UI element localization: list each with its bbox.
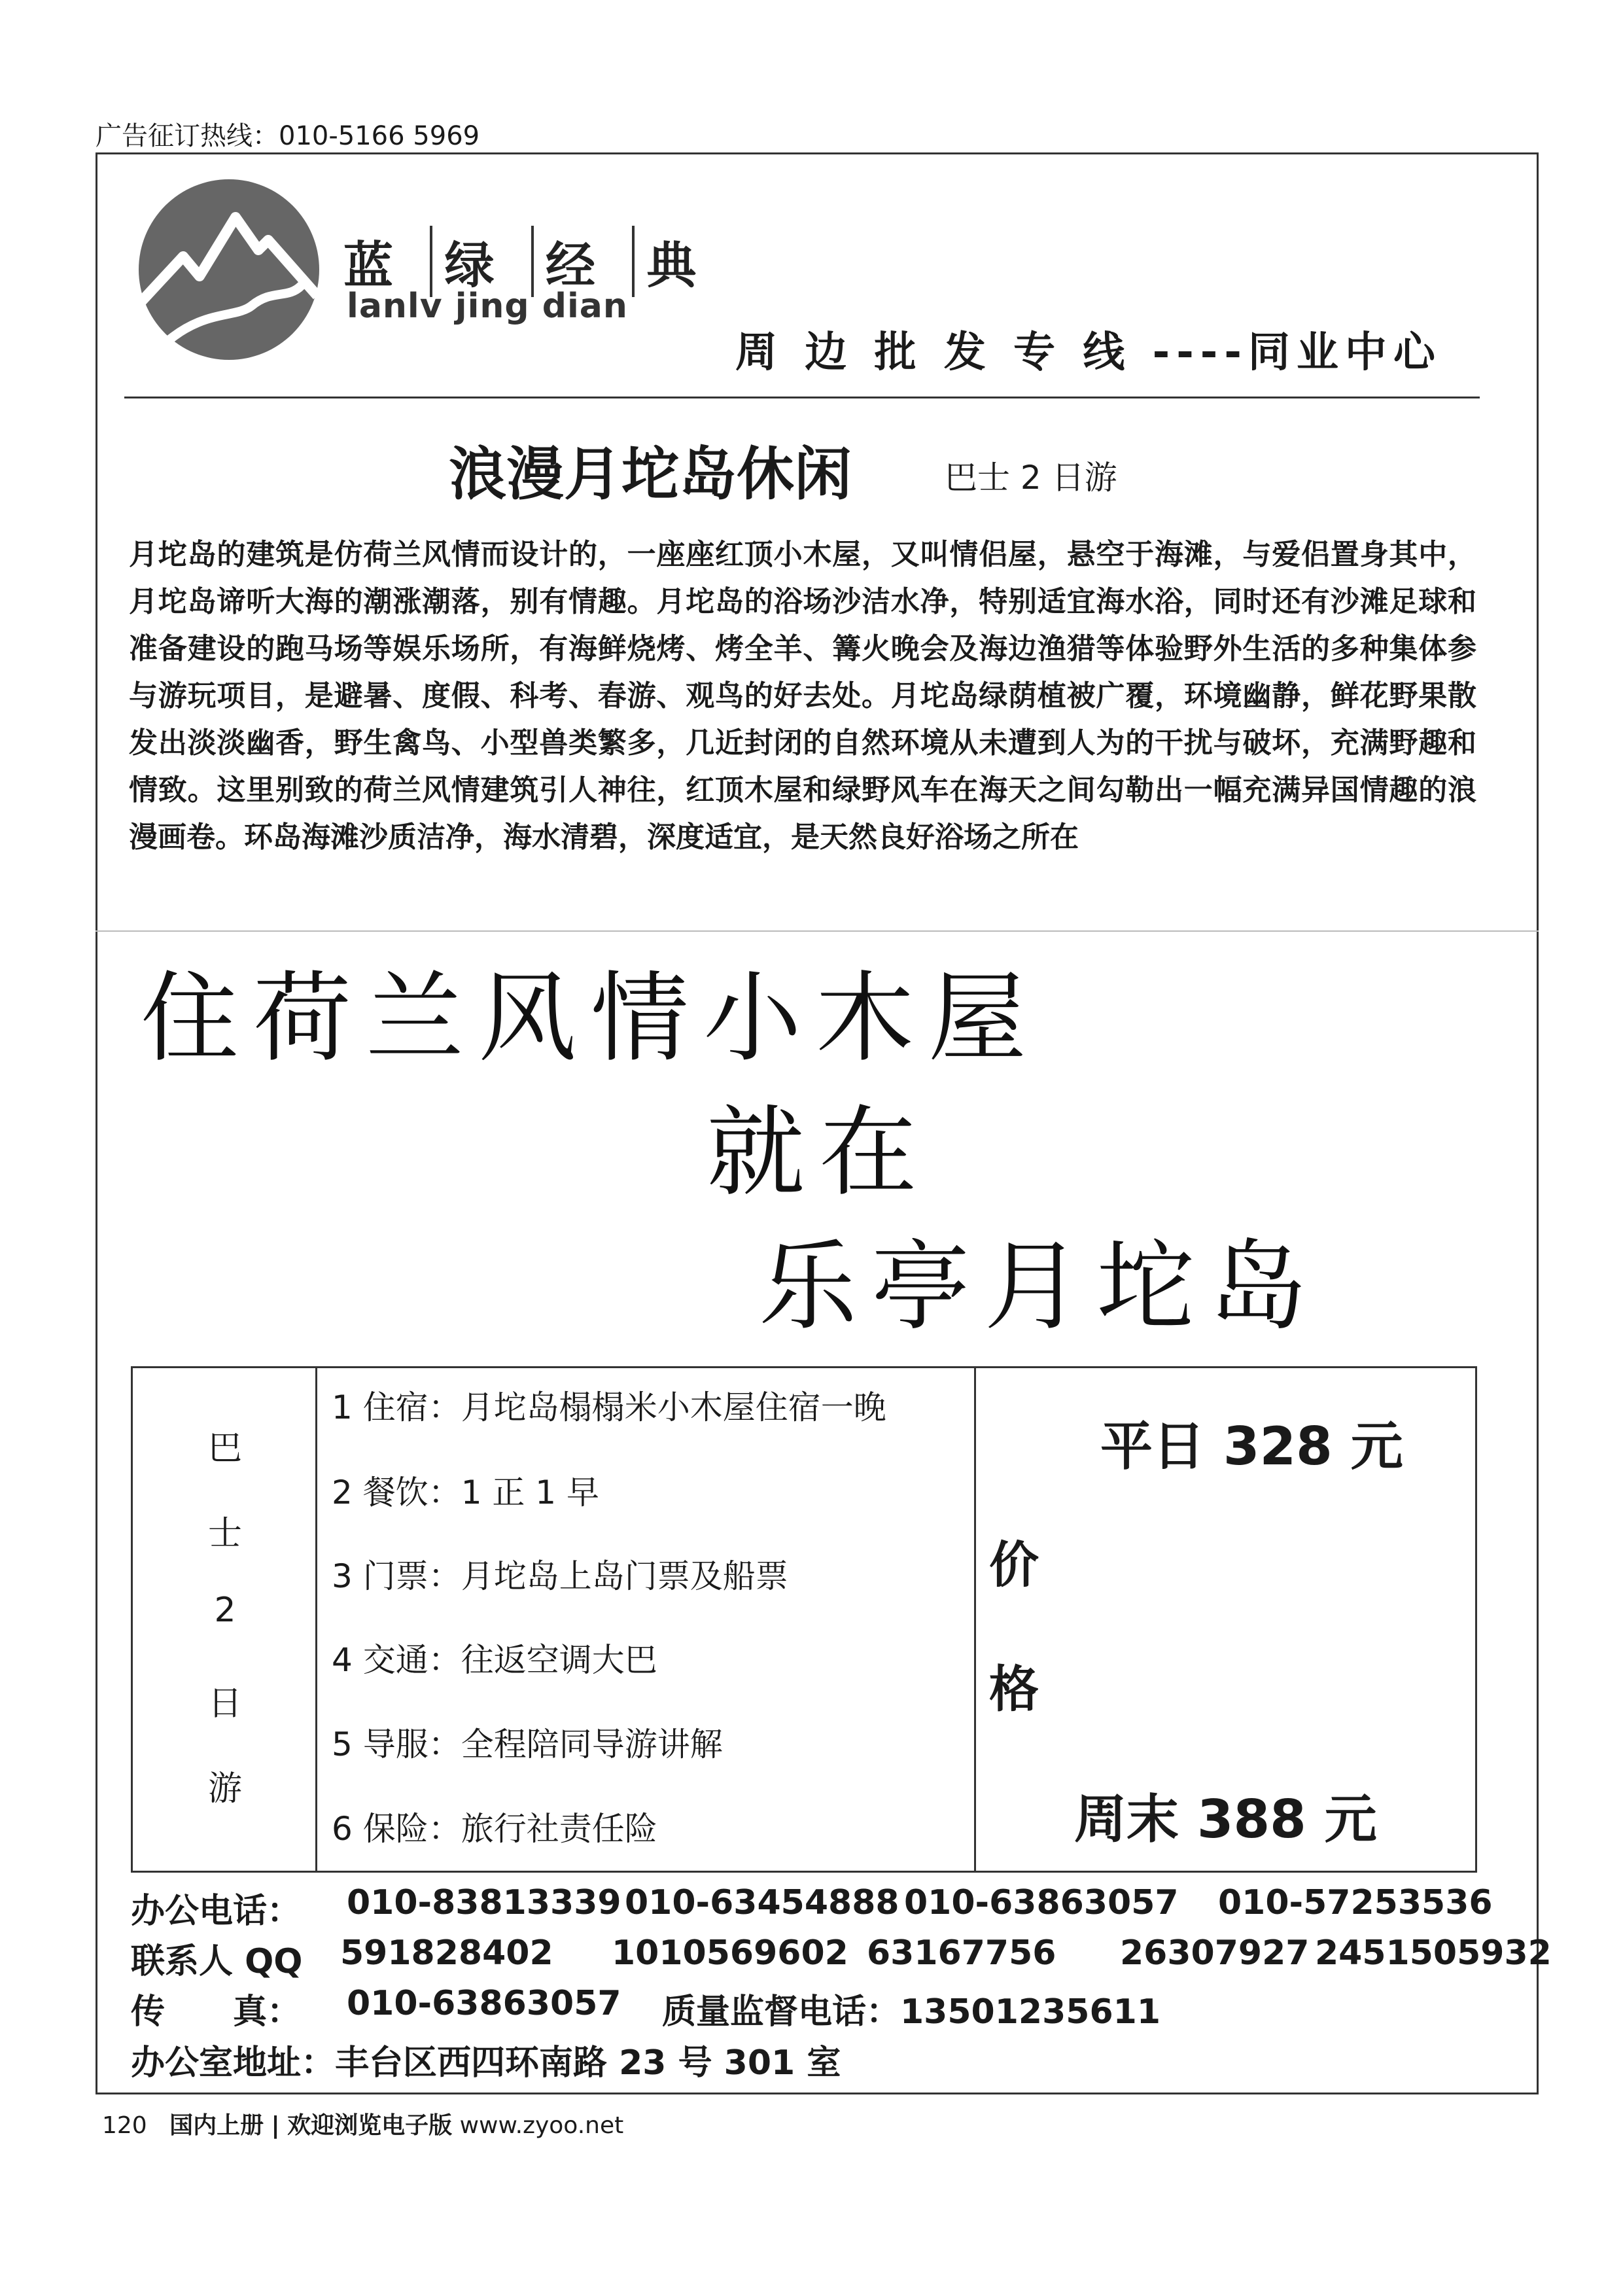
contact-qq: 1010569602 <box>612 1934 848 1973</box>
package-item: 6 保险：旅行社责任险 <box>332 1810 657 1848</box>
package-item: 2 餐饮：1 正 1 早 <box>332 1474 600 1511</box>
wholesale-tagline: 周 边 批 发 专 线 ----同业中心 <box>735 328 1442 377</box>
package-item: 5 导服：全程陪同导游讲解 <box>332 1725 723 1763</box>
brand-char: 绿 <box>430 226 510 297</box>
package-type-char: 士 <box>207 1514 242 1553</box>
tour-description: 月坨岛的建筑是仿荷兰风情而设计的，一座座红顶小木屋，又叫情侣屋，悬空于海滩，与爱侣置身其中，月坨岛谛听大海的潮涨潮落，别有情趣。月坨岛的浴场沙洁水净，特别适宜海水浴，同时还有沙滩足球和准备建设的跑马场等娱乐场所，有海鲜烧烤、烤全羊、篝火晚会及海边渔猎等体验野外生活的多种集体参与游玩项目，是避暑、度假、科考、春游、观鸟的好去处。月坨岛绿荫植被广覆，环境幽静，鲜花野果散发出淡淡幽香，野生禽鸟、小型兽类繁多，几近封闭的自然环境从未遭到人为的干扰与破坏，充满野趣和情致。这里别致的荷兰风情建筑引人神往，红顶木屋和绿野风车在海天之间勾勒出一幅充满异国情趣的浪漫画卷。环岛海滩沙质洁净，海水清碧，深度适宜，是天然良好浴场之所在 <box>129 538 1476 854</box>
section-divider <box>96 930 1539 932</box>
weekday-price: 平日 328 元 <box>1100 1416 1403 1477</box>
contact-qq: 63167756 <box>867 1934 1056 1973</box>
contact-qq: 26307927 <box>1120 1934 1310 1973</box>
brand-char: 经 <box>531 226 611 297</box>
office-address: 办公室地址：丰台区西四环南路 23 号 301 室 <box>131 2043 841 2083</box>
fax-label: 传 真： <box>131 1992 302 2032</box>
brand-name-en: lanlv jing dian <box>347 287 628 326</box>
weekend-price: 周末 388 元 <box>1074 1789 1377 1850</box>
price-label-char: 格 <box>989 1660 1039 1718</box>
package-item: 3 门票：月坨岛上岛门票及船票 <box>332 1557 788 1595</box>
package-type-char: 日 <box>207 1684 242 1723</box>
header-divider <box>124 397 1480 398</box>
footer-separator: | <box>271 2112 280 2139</box>
tour-title: 浪漫月坨岛休闲 <box>449 440 852 508</box>
office-phone: 010-63454888 <box>625 1883 899 1922</box>
brand-char: 典 <box>632 226 712 297</box>
package-type-column <box>133 1368 317 1871</box>
price-column <box>976 1368 1475 1871</box>
office-phone: 010-63863057 <box>904 1883 1179 1922</box>
fax-number: 010-63863057 <box>347 1984 621 2023</box>
office-phone: 010-83813339 <box>347 1883 621 1922</box>
office-phone-label: 办公电话： <box>131 1892 302 1931</box>
slogan-line-3: 乐亭月坨岛 <box>759 1230 1322 1344</box>
brand-char: 蓝 <box>343 236 397 294</box>
package-type-char: 巴 <box>207 1429 242 1468</box>
mountain-logo-icon <box>137 178 321 361</box>
package-item: 1 住宿：月坨岛榻榻米小木屋住宿一晚 <box>332 1388 886 1426</box>
slogan-line-2: 就在 <box>707 1096 932 1210</box>
price-label-char: 价 <box>989 1536 1039 1594</box>
contact-qq: 591828402 <box>340 1934 553 1973</box>
page-number: 120 <box>102 2112 147 2139</box>
package-type-char: 游 <box>207 1769 242 1809</box>
tour-subtitle: 巴士 2 日游 <box>945 459 1117 497</box>
contact-qq: 2451505932 <box>1315 1934 1552 1973</box>
office-phone: 010-57253536 <box>1218 1883 1493 1922</box>
page-footer <box>102 2107 623 2140</box>
package-items-column <box>317 1368 976 1871</box>
section-name: 国内上册 <box>169 2112 264 2139</box>
qq-label: 联系人 QQ <box>131 1942 303 1981</box>
welcome-text: 欢迎浏览电子版 <box>287 2112 453 2139</box>
website-link[interactable]: www.zyoo.net <box>459 2112 624 2139</box>
ad-hotline: 广告征订热线：010-5166 5969 <box>96 121 480 151</box>
package-item: 4 交通：往返空调大巴 <box>332 1641 657 1679</box>
slogan-line-1: 住荷兰风情小木屋 <box>141 962 1041 1076</box>
package-table <box>131 1366 1477 1873</box>
supervision-phone: 质量监督电话：13501235611 <box>662 1992 1161 2032</box>
package-type-char: 2 <box>214 1591 236 1630</box>
